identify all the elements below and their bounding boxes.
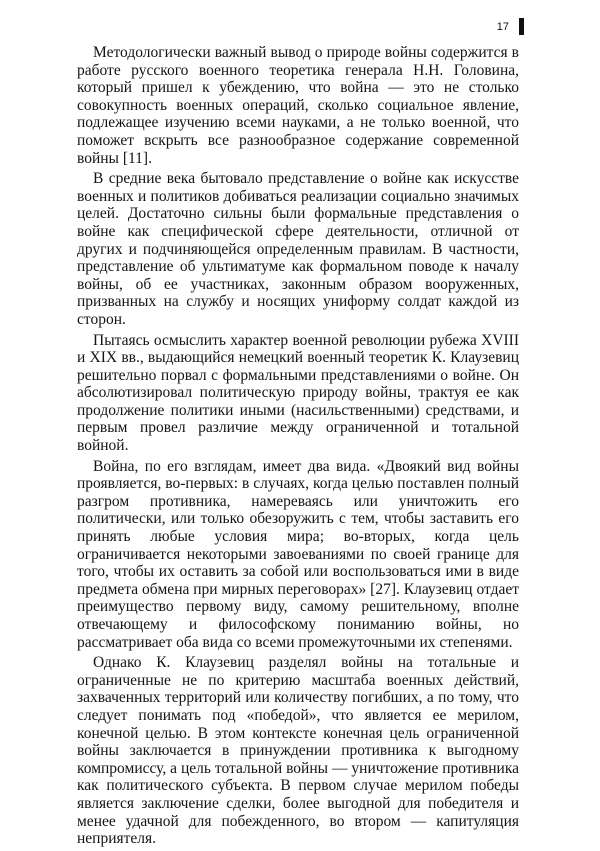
page-number: 17 [496, 21, 509, 33]
page-edge-marker [519, 18, 524, 35]
paragraph: Пытаясь осмыслить характер военной революции рубежа XVIII и XIX вв., выдающийся немецкий военный теоретик К. Клаузевиц решительно порвал с формальными представлениями о войне. Он абсолютизировал политическую природу войны, трактуя ее как продолжение политики иными (насильственными) средствами, и первым провел различие между ограниченной и тотальной войной. [77, 331, 519, 455]
paragraph: В средние века бытовало представление о войне как искусстве военных и политиков добиваться реализации социально значимых целей. Достаточно сильны были формальные представления о войне как специфической сфере деятельности, отличной от других и подчиняющейся определенным правилам. В частности, представление об ультиматуме как формальном поводе к началу войны, об ее участниках, законным образом вооруженных, призванных на службу и носящих униформу солдат каждой из сторон. [77, 170, 519, 328]
paragraph: Война, по его взглядам, имеет два вида. «Двоякий вид войны проявляется, во-первых: в случаях, когда целью поставлен полный разгром противника, намереваясь или уничтожить его политически, или только обезоружить с тем, чтобы заставить его принять любые условия мира; во-вторых, когда цель ограничивается некоторыми завоеваниями по своей границе для того, чтобы их оставить за собой или воспользоваться ими в виде предмета обмена при мирных переговорах» [27]. Клаузевиц отдает преимущество первому виду, самому решительному, вполне отвечающему и философскому пониманию войны, но рассматривает оба вида со всеми промежуточными их степенями. [77, 457, 519, 651]
body-text [77, 44, 519, 851]
paragraph: Методологически важный вывод о природе войны содержится в работе русского военного теоретика генерала Н.Н. Головина, который пришел к убеждению, что война — это не столько совокупность военных операций, сколько социальное явление, подлежащее изучению всеми науками, а не только военной, что поможет вскрыть все разнообразное содержание современной войны [11]. [77, 44, 519, 167]
paragraph: Однако К. Клаузевиц разделял войны на тотальные и ограниченные не по критерию масштаба военных действий, захваченных территорий или количеству погибших, а по тому, что следует понимать под «победой», что является ее мерилом, конечной целью. В этом контексте конечная цель ограниченной войны заключается в принуждении противника к выгодному компромиссу, а цель тотальной войны — уничтожение противника как политического субъекта. В первом случае мерилом победы является заключение сделки, более выгодной для победителя и менее удачной для побежденного, во втором — капитуляция неприятеля. [77, 654, 519, 848]
